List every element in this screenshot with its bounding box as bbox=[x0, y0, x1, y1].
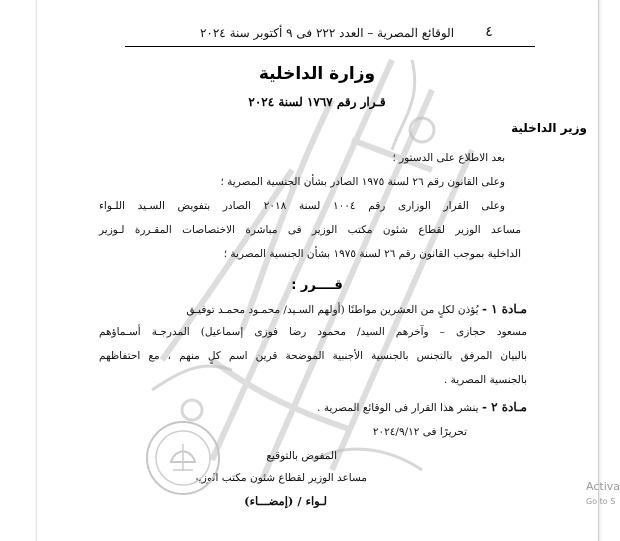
date-line: تحريرًا فى ٢٠٢٤/٩/١٢ bbox=[372, 426, 467, 438]
activation-line-1: Activa bbox=[586, 480, 620, 493]
preamble-line: وعلى القانون رقم ٢٦ لسنة ١٩٧٥ الصادر بشأن الجنسية المصرية ؛ bbox=[220, 176, 505, 188]
article-2-text: ينشر هذا القرار فى الوقائع المصرية . bbox=[317, 402, 479, 414]
official-seal-icon bbox=[143, 418, 223, 498]
signature-assistant: مساعد الوزير لقطاع شئون مكتب الوزير bbox=[193, 472, 367, 484]
article-2-label: مـادة ٢ - bbox=[481, 400, 527, 414]
activation-line-2: Go to S bbox=[586, 497, 616, 506]
article-1-label: مـادة ١ - bbox=[481, 302, 527, 316]
gazette-header: الوقائع المصرية – العدد ٢٢٢ فى ٩ أكتوبر سنة ٢٠٢٤ bbox=[199, 26, 455, 40]
signature-delegate: المفوض بالتوقيع bbox=[266, 450, 337, 462]
preamble-line: وعلى القرار الوزارى رقم ١٠٠٤ لسنة ٢٠١٨ الصادر بتفويض السـيد اللـواء bbox=[99, 200, 505, 212]
document-page bbox=[36, 0, 599, 541]
article-2 bbox=[227, 400, 527, 414]
decided-heading: قــــرر : bbox=[291, 278, 343, 293]
ministry-title: وزارة الداخلية bbox=[258, 64, 376, 84]
minister-heading: وزير الداخلية bbox=[511, 121, 587, 135]
windows-activation-overlay bbox=[586, 480, 620, 506]
document-content bbox=[37, 0, 598, 541]
article-1 bbox=[99, 302, 527, 316]
preamble-line: الداخلية بموجب القانون رقم ٢٦ لسنة ١٩٧٥ بشأن الجنسية المصرية ؛ bbox=[223, 248, 521, 260]
decree-title: قـرار رقم ١٧٦٧ لسنة ٢٠٢٤ bbox=[248, 95, 386, 109]
header-rule bbox=[125, 46, 535, 47]
article-1-line: بالبيان المرفق بالتجنس بالجنسية الأجنبية الموضحة قرين اسم كلٍ منهم ، مع احتفاظهم bbox=[99, 350, 527, 362]
article-1-line: بالجنسية المصرية . bbox=[443, 374, 527, 386]
signature-rank-label: لـواء / bbox=[297, 494, 327, 508]
page-number: ٤ bbox=[485, 24, 493, 40]
preamble-line: بعد الاطلاع على الدستور ؛ bbox=[392, 152, 505, 164]
article-1-text: يُؤذن لكلٍ من العشرين مواطنًا (أولهم السـيد/ محمـود محمـد توفيـق bbox=[186, 304, 479, 316]
signature-signed: (إمضـــاء) bbox=[244, 494, 294, 508]
preamble-line: مساعد الوزير لقطاع شئون مكتب الوزير فى مباشرة الاختصاصات المقـررة لـوزير bbox=[99, 224, 521, 236]
article-1-line: مسعود حجازى – وآخرهم السيد/ محمود رضا فوزى إسماعيل) المدرجـة أسـماؤهم bbox=[99, 326, 527, 338]
